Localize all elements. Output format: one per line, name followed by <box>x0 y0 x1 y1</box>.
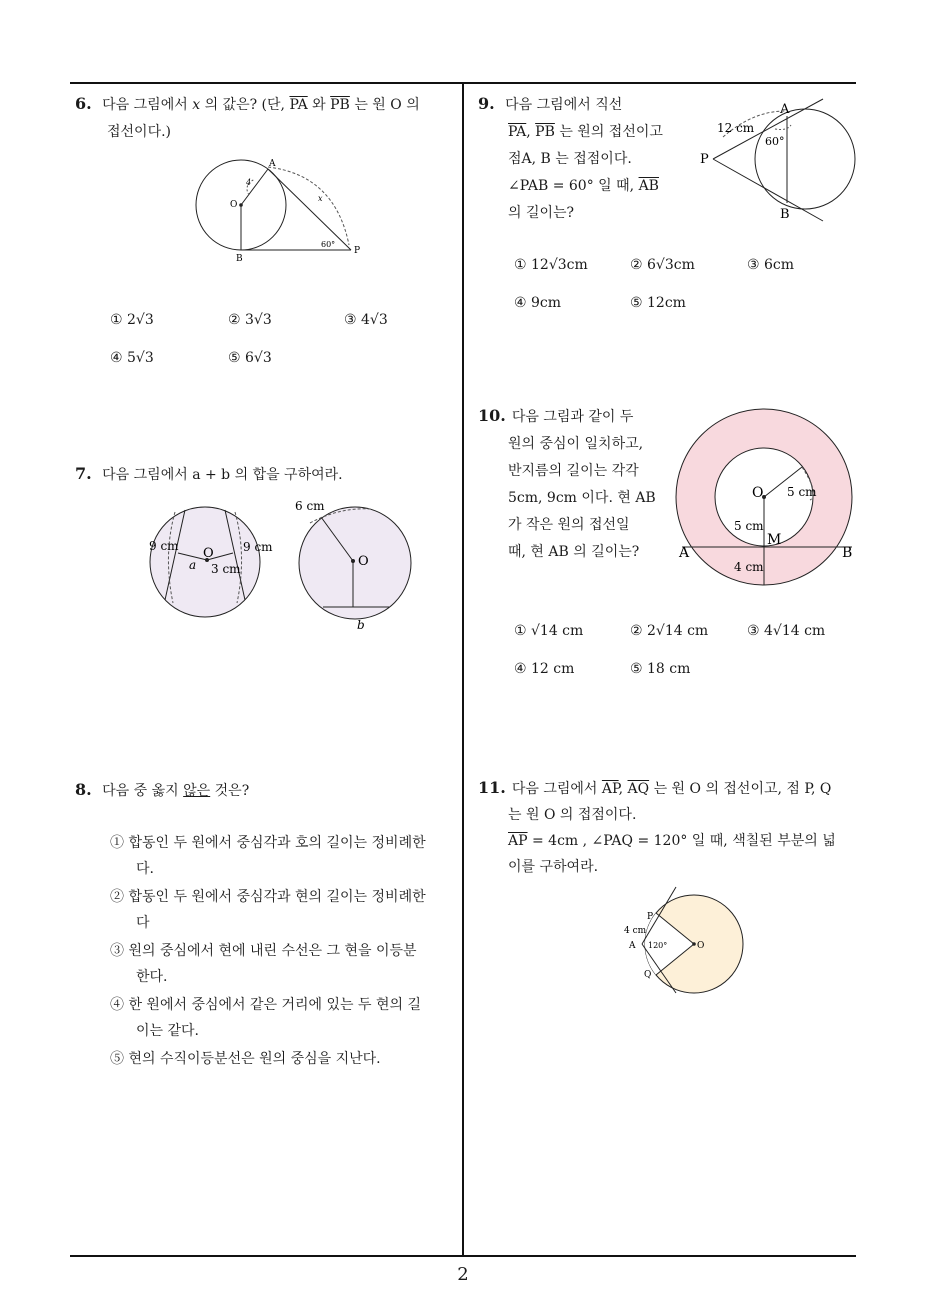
column-divider <box>462 82 464 1256</box>
label-4cm: 4 cm <box>624 926 647 936</box>
label-A: A <box>780 102 790 117</box>
segment-label: $\overline{AP}$ <box>508 833 528 849</box>
question-text: 5cm, 9cm 이다. 현 AB <box>508 490 656 506</box>
question-text: 는 원 O 의 <box>354 97 420 113</box>
question-number: 11. <box>478 778 506 797</box>
question-text: 이를 구하여라. <box>508 859 599 875</box>
question-8 <box>75 776 460 805</box>
question-text: 와 <box>312 97 326 113</box>
label-5cm-b: 5 cm <box>734 519 764 533</box>
label-b: b <box>357 618 365 632</box>
label-P: P <box>647 912 654 922</box>
figure-q11 <box>618 885 748 995</box>
label-B: B <box>780 207 790 222</box>
option-5[interactable]: ⑤ 18 cm <box>630 661 691 677</box>
option-4[interactable]: ④ 9cm <box>514 295 562 311</box>
question-text: 의 길이는? <box>508 205 575 221</box>
option-5[interactable]: ⑤ 현의 수직이등분선은 원의 중심을 지난다. <box>110 1051 381 1067</box>
label-O: O <box>697 941 705 951</box>
label-angle: 60° <box>321 240 336 249</box>
option-2[interactable]: ② 3√3 <box>228 312 272 328</box>
question-text: 점A, B 는 접점이다. <box>508 151 632 167</box>
question-text: = 4cm , ∠PAQ = 120° 일 때, 색칠된 부분의 넓 <box>531 833 836 849</box>
segment-label: $\overline{PB}$ <box>330 97 350 113</box>
label-4cm: 4 cm <box>734 560 764 574</box>
label-P: P <box>700 152 709 167</box>
question-text: ∠PAB = 60° 일 때, <box>508 178 635 194</box>
option-1[interactable]: ① 12√3cm <box>514 257 588 273</box>
option-3[interactable]: ③ 원의 중심에서 현에 내린 수선은 그 현을 이등분한다. <box>110 943 417 985</box>
label-120: 120° <box>648 941 668 950</box>
label-O: O <box>203 546 214 561</box>
question-10 <box>478 402 668 566</box>
option-2[interactable]: ② 2√14 cm <box>630 623 709 639</box>
question-text: 것은? <box>214 783 250 799</box>
option-1[interactable]: ① 2√3 <box>110 312 154 328</box>
question-text: 다음 중 옳지 <box>102 783 179 799</box>
option-1[interactable]: ① √14 cm <box>514 623 584 639</box>
emphasis: 않은 <box>183 783 211 799</box>
question-text: 의 값은? (단, <box>204 97 285 113</box>
figure-q7 <box>145 495 420 635</box>
question-number: 8. <box>75 780 92 799</box>
question-text: 접선이다.) <box>107 124 172 140</box>
label-O: O <box>230 200 238 210</box>
label-B: B <box>236 254 243 264</box>
label-A: A <box>679 545 690 561</box>
segment-label: $\overline{AB}$ <box>638 178 659 194</box>
option-3[interactable]: ③ 6cm <box>747 257 795 273</box>
label-60: 60° <box>765 135 785 148</box>
label-M: M <box>767 532 782 548</box>
label-9cm-right: 9 cm <box>243 540 273 554</box>
label-x: x <box>318 194 323 203</box>
option-4[interactable]: ④ 12 cm <box>514 661 575 677</box>
question-text: 원의 중심이 일치하고, <box>508 436 644 452</box>
question-text: 다음 그림과 같이 두 <box>511 409 634 425</box>
question-text: 반지름의 길이는 각각 <box>508 463 639 479</box>
label-r: 4 <box>246 178 252 187</box>
question-number: 7. <box>75 464 92 483</box>
question-number: 6. <box>75 94 92 113</box>
question-text: 는 원 O 의 접선이고, 점 P, Q <box>653 781 832 797</box>
option-4[interactable]: ④ 한 원에서 중심에서 같은 거리에 있는 두 현의 길이는 같다. <box>110 997 422 1039</box>
question-number: 9. <box>478 94 495 113</box>
label-O: O <box>752 485 764 501</box>
ray-label: $\overline{AP}$ <box>601 781 619 797</box>
figure-q9 <box>695 95 860 230</box>
label-5cm-a: 5 cm <box>787 485 817 499</box>
question-text: 다음 그림에서 <box>511 781 598 797</box>
label-B: B <box>842 545 853 561</box>
question-text: 는 원 O 의 접점이다. <box>508 807 637 823</box>
segment-label: $\overline{PA}$ <box>289 97 308 113</box>
option-3[interactable]: ③ 4√14 cm <box>747 623 826 639</box>
q8-options <box>110 830 430 1074</box>
question-text: 가 작은 원의 접선일 <box>508 517 630 533</box>
label-O2: O <box>358 554 369 569</box>
segment-label: $\overline{PA}$ <box>508 124 527 140</box>
option-5[interactable]: ⑤ 12cm <box>630 295 686 311</box>
option-3[interactable]: ③ 4√3 <box>344 312 388 328</box>
label-3cm: 3 cm <box>211 562 241 576</box>
question-7 <box>75 460 460 489</box>
label-12cm: 12 cm <box>717 121 755 135</box>
question-text: 다음 그림에서 <box>102 97 188 113</box>
question-9: 9. 다음 그림에서 직선 $\overline{PA}$, $\overline{PB}$ 는 원의 접선이고 점A, B 는 접점이다. ∠PAB = 60° 일 때, $\overline{AB}$ 의 길이는? <box>478 90 688 227</box>
label-A: A <box>269 159 276 169</box>
question-text: 다음 그림에서 직선 <box>505 97 623 113</box>
label-A: A <box>629 941 636 951</box>
label-a: a <box>189 558 197 572</box>
option-1[interactable]: ① 합동인 두 원에서 중심각과 호의 길이는 정비례한다. <box>110 835 426 877</box>
figure-q10 <box>672 405 862 595</box>
label-6cm: 6 cm <box>295 499 325 513</box>
ray-label: $\overline{AQ}$ <box>627 781 650 797</box>
label-9cm-left: 9 cm <box>149 539 179 553</box>
question-6 <box>75 90 460 146</box>
variable: x <box>192 97 201 113</box>
option-4[interactable]: ④ 5√3 <box>110 350 154 366</box>
question-text: 때, 현 AB 의 길이는? <box>508 544 640 560</box>
segment-label: $\overline{PB}$ <box>535 124 555 140</box>
question-number: 10. <box>478 406 506 425</box>
option-2[interactable]: ② 합동인 두 원에서 중심각과 현의 길이는 정비례한다 <box>110 889 426 931</box>
label-P: P <box>354 246 361 256</box>
option-2[interactable]: ② 6√3cm <box>630 257 695 273</box>
question-11: 11. 다음 그림에서 $\overline{AP}$, $\overline{AQ}$ 는 원 O 의 접선이고, 점 P, Q 는 원 O 의 접점이다. $\overline{AP} = 4cm$ , ∠PAQ = 120° 일 때, 색칠된 부분의 넓 이를 구하여라. <box>478 775 863 880</box>
page-number: 2 <box>457 1264 469 1285</box>
question-text: 는 원의 접선이고 <box>559 124 663 140</box>
question-text: 다음 그림에서 a + b 의 합을 구하여라. <box>102 467 343 483</box>
option-5[interactable]: ⑤ 6√3 <box>228 350 272 366</box>
figure-q6 <box>185 155 375 265</box>
label-Q: Q <box>644 970 652 980</box>
